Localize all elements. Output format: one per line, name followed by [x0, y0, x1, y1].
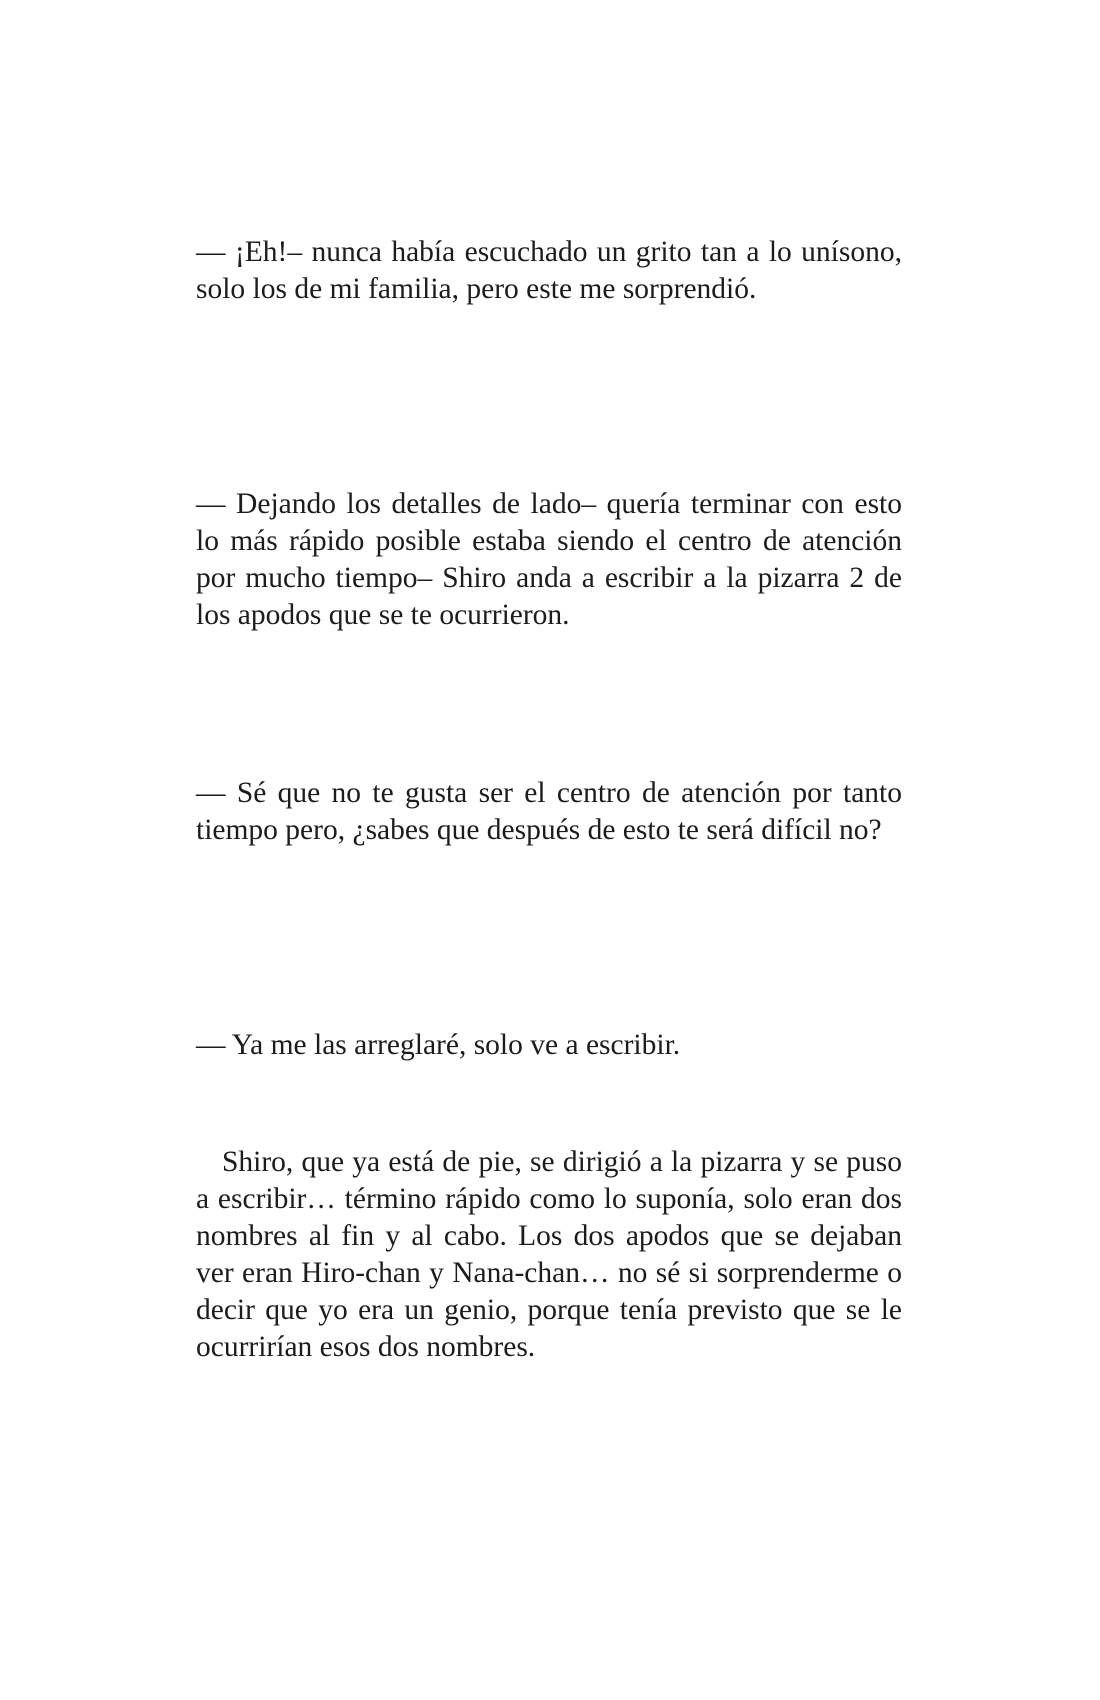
dialogue-paragraph: — ¡Eh!– nunca había escuchado un grito tan a lo unísono, solo los de mi familia, pero este me sorprendió. — [196, 236, 902, 305]
narrative-paragraph: Shiro, que ya está de pie, se dirigió a la pizarra y se puso a escribir… término rápido como lo suponía, solo eran dos nombres al fin y al cabo. Los dos apodos que se dejaban ver eran Hiro-chan y Nana-chan… no sé si sorprenderme o decir que yo era un genio, porque tenía previsto que se le ocurrirían esos dos nombres. — [196, 1146, 902, 1363]
dialogue-paragraph: — Sé que no te gusta ser el centro de atención por tanto tiempo pero, ¿sabes que después de esto te será difícil no? — [196, 777, 902, 846]
dialogue-paragraph: — Ya me las arreglaré, solo ve a escribir. — [196, 1029, 681, 1061]
dialogue-paragraph: — Dejando los detalles de lado– quería terminar con esto lo más rápido posible estaba siendo el centro de atención por mucho tiempo– Shiro anda a escribir a la pizarra 2 de los apodos que se te ocurrieron. — [196, 488, 902, 631]
